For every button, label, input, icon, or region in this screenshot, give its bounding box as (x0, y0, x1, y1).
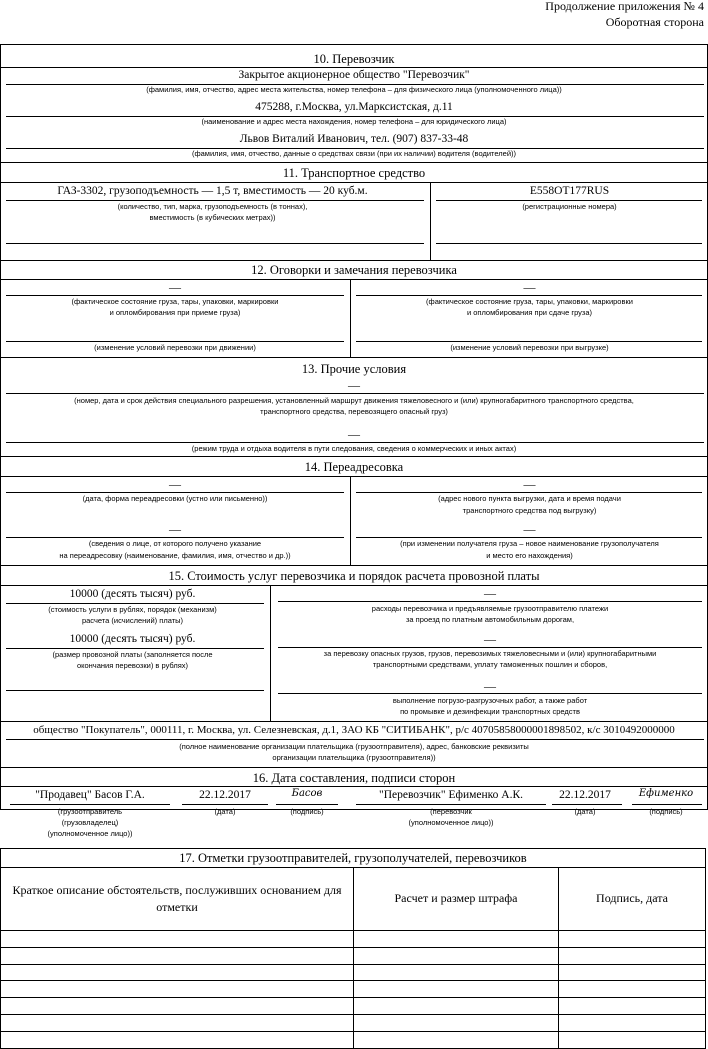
driver-info: Львов Виталий Иванович, тел. (907) 837-33-48 (239, 133, 469, 145)
carrier-address: 475288, г.Москва, ул.Марксистская, д.11 (255, 101, 453, 113)
payer-caption-2: организации плательщика (грузоотправителя)) (272, 753, 436, 762)
redirect-person-caption-2: на переадресовку (наименование, фамилия, имя, отчество и др.)) (59, 551, 291, 560)
shipper-caption-1: (грузоотправитель (57, 807, 123, 816)
divider (0, 357, 708, 358)
section-11-title: 11. Транспортное средство (282, 166, 426, 180)
address-caption: (наименование и адрес места нахождения, номер телефона – для юридического лица) (201, 117, 507, 126)
loading-works-caption-1: выполнение погрузо-разгрузочных работ, а также работ (392, 696, 588, 705)
remarks-movement-caption: (изменение условий перевозки при движении) (94, 343, 256, 352)
section-12-title: 12. Оговорки и замечания перевозчика (251, 263, 457, 277)
redirect-date-caption: (дата, форма переадресовки (устно или письменно)) (82, 494, 268, 503)
divider (0, 456, 708, 457)
freight-fee-caption-1: (размер провозной платы (заполняется после (52, 650, 213, 659)
dangerous-goods-caption-1: за перевозку опасных грузов, грузов, перевозимых тяжеловесными и (или) крупногабаритными (323, 649, 657, 658)
new-consignee-value: — (523, 522, 536, 536)
shipper-caption-3: (уполномоченное лицо)) (47, 829, 133, 838)
road-toll-value: — (484, 586, 496, 600)
shipper-date-caption: (дата) (214, 807, 236, 816)
divider (0, 162, 708, 163)
road-toll-caption-2: за проезд по платным автомобильным дорогам, (405, 615, 575, 624)
vehicle-caption-1: (количество, тип, марка, грузоподъемность (в тоннах), (117, 202, 308, 211)
loading-works-caption-2: по промывке и дезинфекции транспортных средств (400, 707, 580, 716)
section-16-title: 16. Дата составления, подписи сторон (252, 771, 456, 785)
redirect-date-value: — (169, 477, 181, 491)
registration-caption: (регистрационные номера) (522, 202, 617, 211)
appendix-continuation: Продолжение приложения № 4 (545, 0, 704, 13)
carrier-signer-name: "Перевозчик" Ефименко А.К. (379, 789, 523, 801)
section-10-title: 10. Перевозчик (313, 52, 395, 66)
carrier-sign-caption: (подпись) (649, 807, 683, 816)
shipper-sign-caption: (подпись) (290, 807, 324, 816)
carrier-date: 22.12.2017 (559, 789, 611, 801)
dangerous-goods-value: — (484, 632, 496, 646)
shipper-caption-2: (грузовладелец) (61, 818, 119, 827)
service-cost: 10000 (десять тысяч) руб. (69, 588, 196, 600)
table-row (1, 1031, 706, 1048)
redirect-address-caption-1: (адрес нового пункта выгрузки, дата и время подачи (438, 494, 621, 503)
freight-fee: 10000 (десять тысяч) руб. (69, 633, 196, 645)
divider (0, 260, 708, 261)
registration-number: Е558ОТ177RUS (529, 185, 610, 197)
table-row (1, 1014, 706, 1031)
section-17-table (0, 848, 706, 1049)
col-penalty: Расчет и размер штрафа (354, 868, 559, 931)
vehicle-info: ГАЗ-3302, грузоподъемность — 1,5 т, вместимость — 20 куб.м. (57, 185, 368, 197)
redirect-person-value: — (169, 522, 181, 536)
permit-caption-2: транспортного средства, перевозящего опасный груз) (260, 407, 448, 416)
shipper-date: 22.12.2017 (199, 789, 251, 801)
road-toll-caption-1: расходы перевозчика и предъявляемые грузоотправителю платежи (371, 604, 609, 613)
remarks-accept-value: — (169, 280, 181, 294)
new-consignee-caption-2: и место его нахождения) (486, 551, 573, 560)
section-15-title: 15. Стоимость услуг перевозчика и порядок расчета провозной платы (168, 569, 540, 583)
col-signature-date: Подпись, дата (559, 868, 706, 931)
table-row (1, 964, 706, 981)
payer-details: общество "Покупатель", 000111, г. Москва, ул. Селезневская, д.1, ЗАО КБ "СИТИБАНК", р/с 40705858000001898502, к/с 3010492000000 (33, 724, 675, 736)
loading-works-value: — (484, 679, 496, 693)
remarks-unloading-caption: (изменение условий перевозки при выгрузке) (450, 343, 609, 352)
table-row (1, 998, 706, 1015)
remarks-handover-caption-2: и опломбирования при сдаче груза) (466, 308, 593, 317)
dangerous-goods-caption-2: транспортными средствами, уплату таможенных пошлин и сборов, (372, 660, 608, 669)
permit-value: — (348, 378, 360, 392)
divider (0, 565, 708, 566)
section-13-title: 13. Прочие условия (301, 362, 407, 376)
redirect-address-caption-2: транспортного средства под выгрузку) (462, 506, 597, 515)
shipper-name: "Продавец" Басов Г.А. (35, 789, 145, 801)
table-row (1, 981, 706, 998)
vehicle-caption-2: вместимость (в кубических метрах)) (149, 213, 276, 222)
reverse-side-label: Оборотная сторона (605, 15, 704, 29)
work-mode-value: — (348, 427, 360, 441)
service-cost-caption-1: (стоимость услуги в рублях, порядок (механизм) (48, 605, 217, 614)
remarks-accept-caption-2: и опломбирования при приеме груза) (109, 308, 241, 317)
service-cost-caption-2: расчета (исчислений) платы) (81, 616, 184, 625)
carrier-name: Закрытое акционерное общество "Перевозчик" (238, 69, 470, 81)
payer-caption-1: (полное наименование организации плательщика (грузоотправителя), адрес, банковские реквизиты (179, 742, 529, 751)
section-14-title: 14. Переадресовка (304, 460, 404, 474)
col-circumstances: Краткое описание обстоятельств, послуживших основанием для отметки (1, 868, 354, 931)
remarks-accept-caption-1: (фактическое состояние груза, тары, упаковки, маркировки (71, 297, 279, 306)
carrier-caption-2: (уполномоченное лицо)) (408, 818, 494, 827)
permit-caption-1: (номер, дата и срок действия специального разрешения, установленный маршрут движения тяжеловесного и (или) крупногабаритного транспортного средства, (74, 396, 634, 405)
shipper-signature: Басов (291, 788, 323, 799)
divider (0, 67, 708, 68)
table-row (1, 947, 706, 964)
carrier-caption: (фамилия, имя, отчество, адрес места жительства, номер телефона – для физического лица (уполномоченного лица)) (146, 85, 562, 94)
driver-caption: (фамилия, имя, отчество, данные о средствах связи (при их наличии) водителя (водителей)) (191, 149, 517, 158)
remarks-handover-caption-1: (фактическое состояние груза, тары, упаковки, маркировки (426, 297, 633, 306)
redirect-person-caption-1: (сведения о лице, от которого получено указание (88, 539, 262, 548)
carrier-date-caption: (дата) (574, 807, 596, 816)
section-17-title: 17. Отметки грузоотправителей, грузополучателей, перевозчиков (1, 849, 706, 868)
new-consignee-caption-1: (при изменении получателя груза – новое наименование грузополучателя (400, 539, 659, 548)
work-mode-caption: (режим труда и отдыха водителя в пути следования, сведения о коммерческих и иных актах) (191, 444, 517, 453)
carrier-caption-1: (перевозчик (430, 807, 472, 816)
table-row (1, 931, 706, 948)
divider (0, 767, 708, 768)
carrier-signature: Ефименко (638, 788, 694, 799)
remarks-handover-value: — (523, 280, 536, 294)
redirect-address-value: — (523, 477, 536, 491)
freight-fee-caption-2: окончания перевозки) в рублях) (76, 661, 189, 670)
